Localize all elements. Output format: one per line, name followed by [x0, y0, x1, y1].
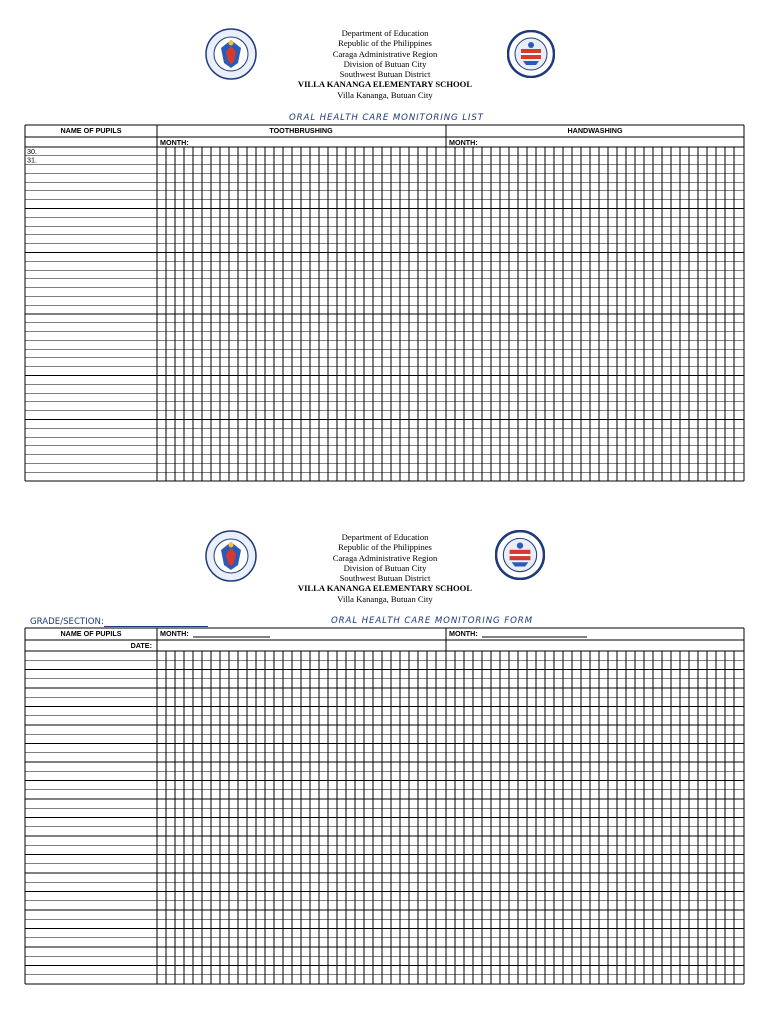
letterhead-line: Caraga Administrative Region: [332, 48, 438, 59]
row-number: 30.: [27, 146, 37, 156]
school-address: Villa Kananga, Butuan City: [337, 89, 433, 100]
date-label: DATE:: [130, 641, 152, 650]
month-label: MONTH:: [449, 138, 478, 147]
school-address: Villa Kananga, Butuan City: [337, 593, 433, 604]
letterhead-line: Department of Education: [341, 532, 429, 542]
header-name-of-pupils: NAME OF PUPILS: [60, 126, 122, 135]
form2-title: ORAL HEALTH CARE MONITORING FORM: [331, 616, 533, 626]
form1-title: ORAL HEALTH CARE MONITORING LIST: [289, 113, 484, 123]
letterhead-line: Southwest Butuan District: [339, 573, 431, 584]
month-label: MONTH:: [160, 138, 189, 147]
letterhead-line: Southwest Butuan District: [339, 69, 431, 80]
letterhead-line: Caraga Administrative Region: [332, 552, 438, 563]
letterhead-line: Department of Education: [341, 28, 429, 38]
header-toothbrushing: TOOTHBRUSHING: [269, 126, 333, 135]
header-name-of-pupils: NAME OF PUPILS: [60, 629, 122, 638]
row-number: 31.: [27, 155, 37, 165]
letterhead-line: Division of Butuan City: [343, 58, 427, 69]
letterhead-line: Republic of the Philippines: [338, 542, 432, 553]
month-label: MONTH:: [449, 629, 478, 638]
school-name: VILLA KANANGA ELEMENTARY SCHOOL: [297, 583, 473, 594]
grade-section-label: GRADE/SECTION:: [30, 617, 104, 627]
header-handwashing: HANDWASHING: [567, 126, 623, 135]
month-label: MONTH:: [160, 629, 189, 638]
school-name: VILLA KANANGA ELEMENTARY SCHOOL: [297, 79, 473, 90]
letterhead-line: Division of Butuan City: [343, 562, 427, 573]
letterhead-line: Republic of the Philippines: [338, 38, 432, 49]
